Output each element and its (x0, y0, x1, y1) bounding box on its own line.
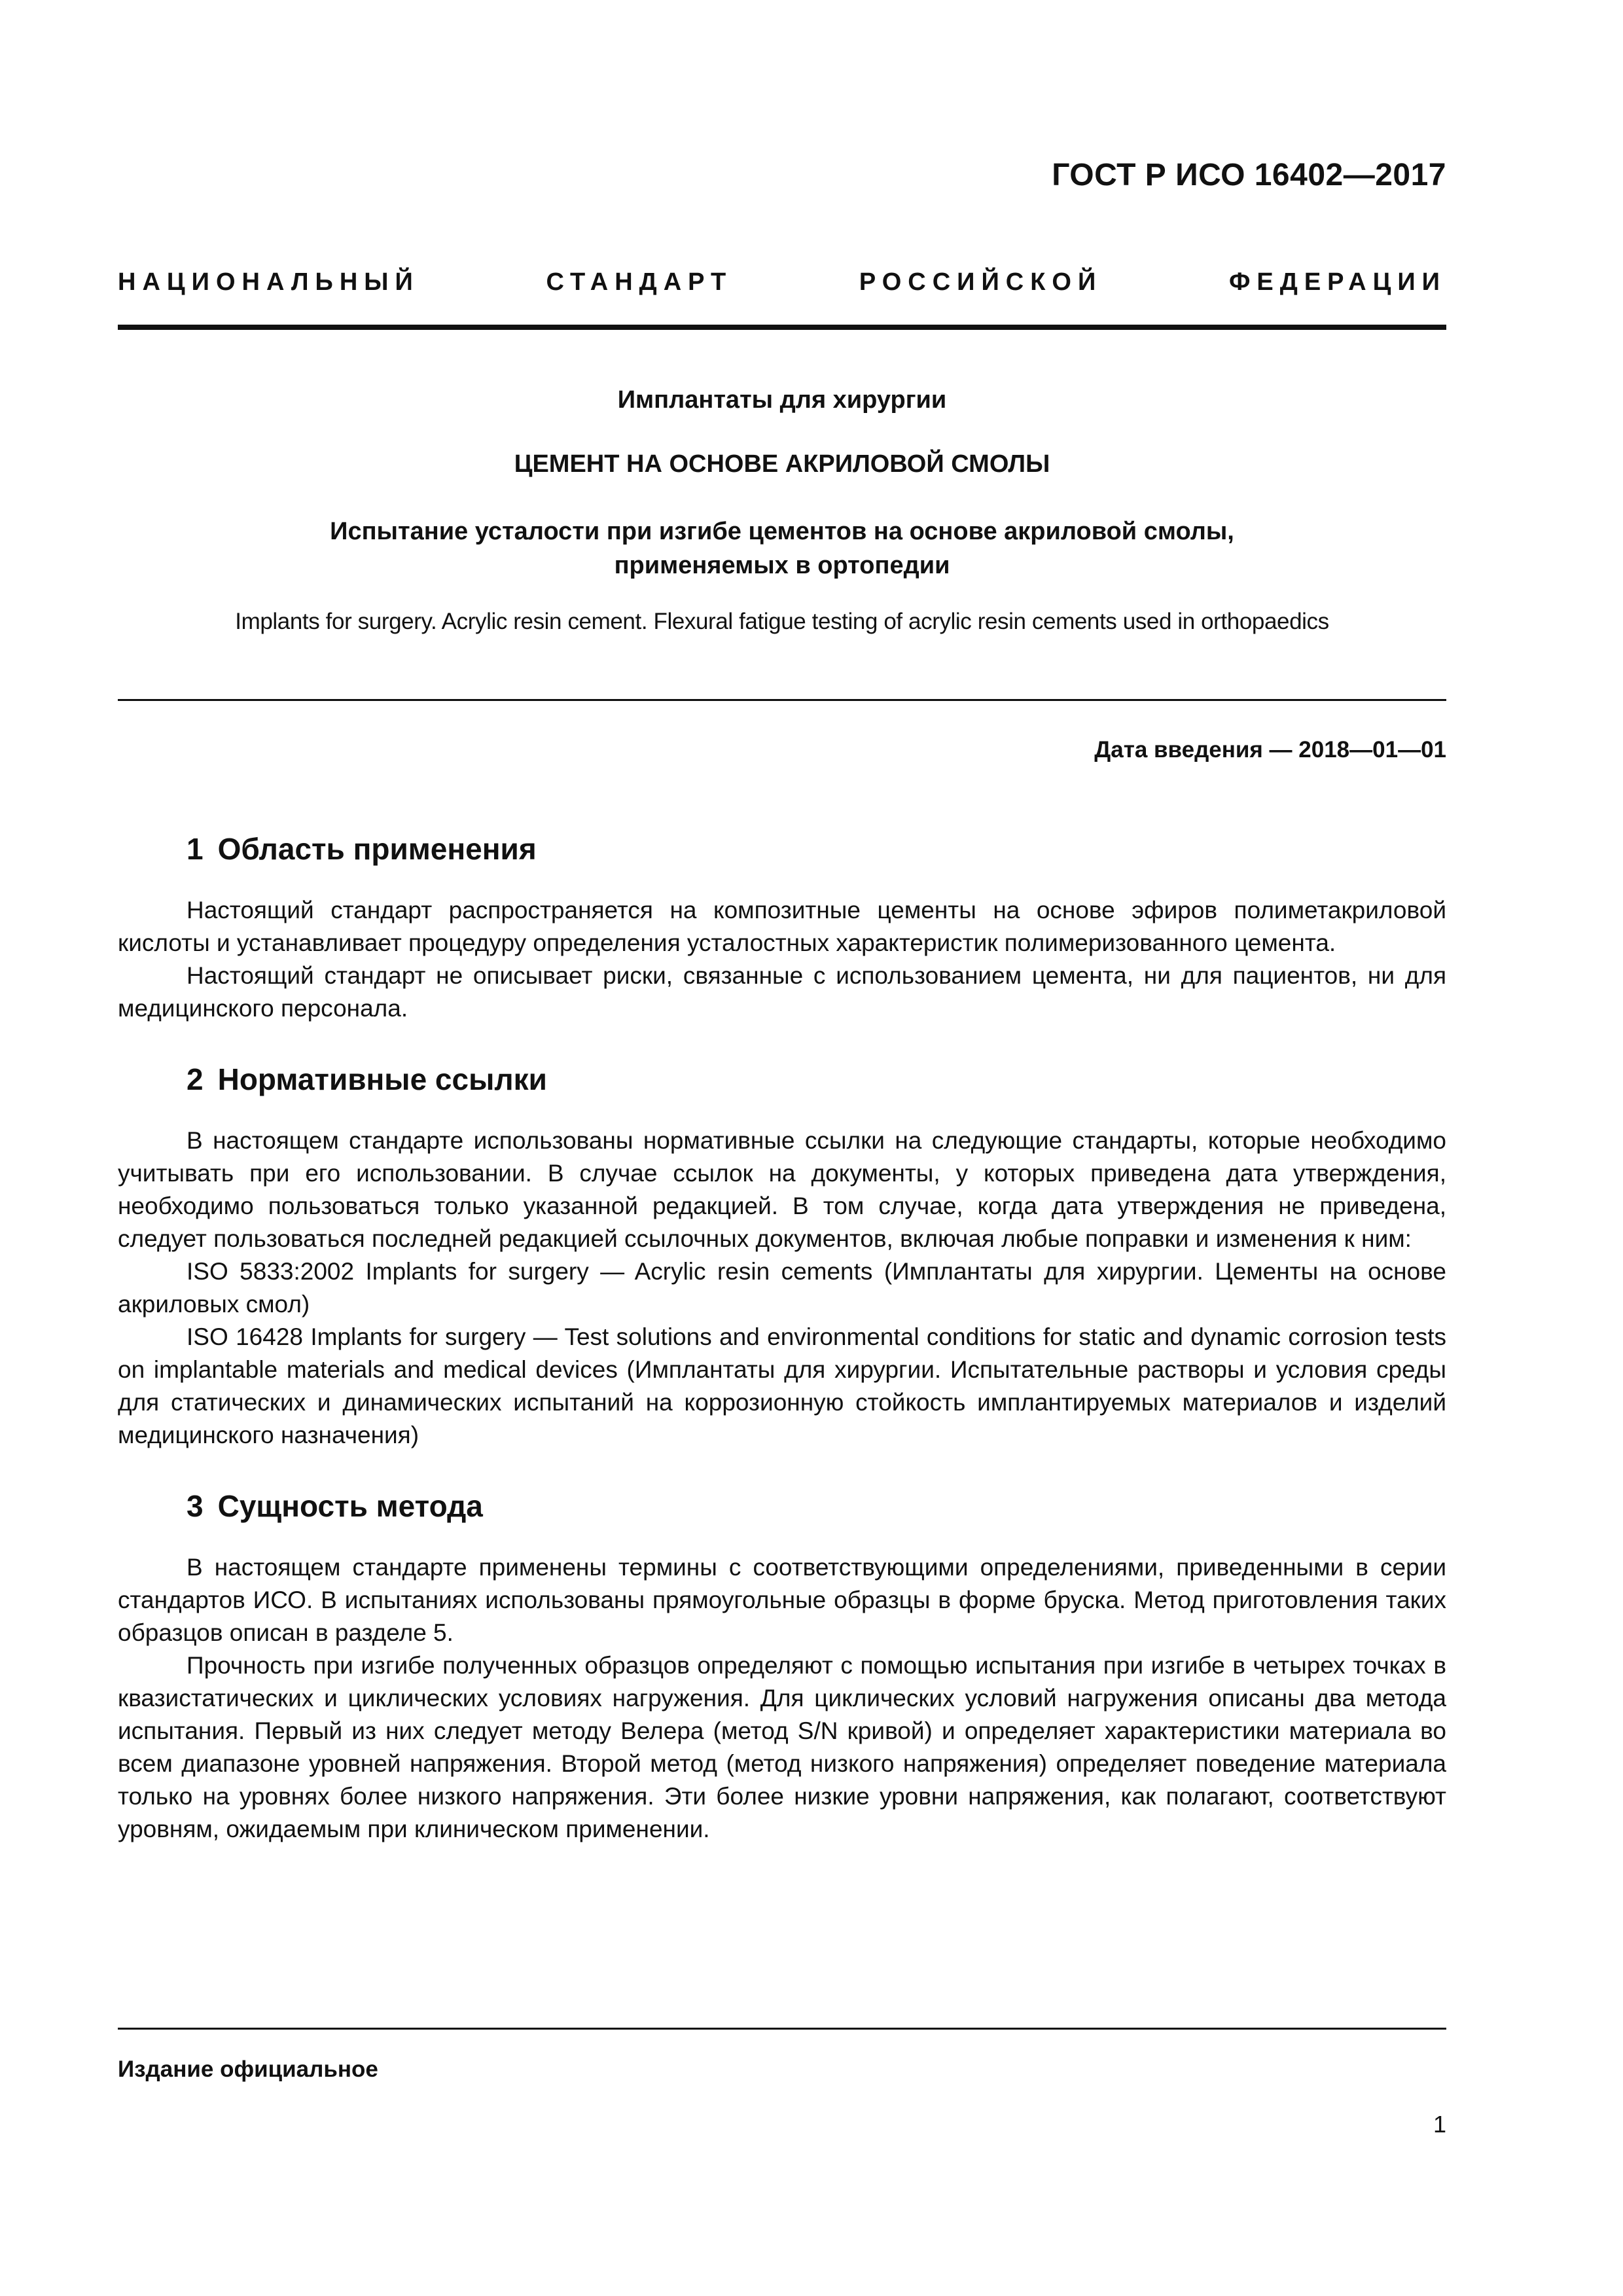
document-number: ГОСТ Р ИСО 16402—2017 (1052, 158, 1446, 192)
title-main: ЦЕМЕНТ НА ОСНОВЕ АКРИЛОВОЙ СМОЛЫ (514, 450, 1050, 478)
national-standard-header: НАЦИОНАЛЬНЫЙ СТАНДАРТ РОССИЙСКОЙ ФЕДЕРАЦИИ (118, 268, 1446, 296)
section-spacer (118, 1452, 1446, 1488)
section-title: Область применения (217, 832, 537, 866)
title-subtitle-line-2: применяемых в ортопедии (614, 552, 950, 579)
document-page (118, 0, 1446, 2296)
paragraph: Прочность при изгибе полученных образцов определяют с помощью испытания при изгибе в четырех точках в квазистатических и циклических условиях нагружения. Для циклических условий нагружения описаны два метода испытания. Первый из них следует методу Велера (метод S/N кривой) и определяет характеристики материала во всем диапазоне уровней напряжения. Второй метод (метод низкого напряжения) определяет поведение материала только на уровнях более низкого напряжения. Эти более низкие уровни напряжения, как полагают, соответствуют уровням, ожидаемым при клиническом применении. (118, 1652, 1446, 1842)
section-number: 2 (187, 1062, 204, 1096)
paragraph: Настоящий стандарт не описывает риски, связанные с использованием цемента, ни для пациентов, ни для медицинского персонала. (118, 962, 1446, 1022)
section-normative-references (118, 1062, 1446, 1452)
footer-rule (118, 2028, 1446, 2030)
title-subject: Имплантаты для хирургии (617, 386, 947, 414)
section-number: 1 (187, 832, 204, 866)
paragraph: В настоящем стандарте использованы нормативные ссылки на следующие стандарты, которые необходимо учитывать при его использовании. В случае ссылок на документы, у которых приведена дата утверждения, необходимо пользоваться только указанной редакцией. В том случае, когда дата утверждения не приведена, следует пользоваться последней редакцией ссылочных документов, включая любые поправки и изменения к ним: (118, 1127, 1446, 1252)
section-heading (118, 831, 1446, 867)
official-edition-label: Издание официальное (118, 2056, 378, 2082)
section-spacer (118, 1025, 1446, 1062)
section-title: Нормативные ссылки (217, 1062, 547, 1096)
section-heading (118, 1488, 1446, 1524)
section-number: 3 (187, 1489, 204, 1523)
title-subtitle (118, 514, 1446, 583)
section-title: Сущность метода (217, 1489, 483, 1523)
paragraph: Настоящий стандарт распространяется на композитные цементы на основе эфиров полиметакриловой кислоты и устанавливает процедуру определения усталостных характеристик полимеризованного цемента. (118, 897, 1446, 956)
title-block (118, 386, 1446, 635)
title-english: Implants for surgery. Acrylic resin cement. Flexural fatigue testing of acrylic resin cements used in orthopaedics (235, 609, 1329, 634)
title-subtitle-line-1: Испытание усталости при изгибе цементов на основе акриловой смолы, (330, 518, 1234, 545)
section-method-essence (118, 1488, 1446, 1846)
section-scope (118, 831, 1446, 1025)
reference-item: ISO 16428 Implants for surgery — Test solutions and environmental conditions for static and dynamic corrosion tests on implantable materials and medical devices (Имплантаты для хирургии. Испытательные растворы и условия среды для статических и динамических испытаний на коррозионную стойкость имплантируемых материалов и изделий медицинского назначения) (118, 1323, 1446, 1448)
introduction-date: Дата введения — 2018—01—01 (1094, 737, 1446, 762)
reference-item: ISO 5833:2002 Implants for surgery — Acrylic resin cements (Имплантаты для хирургии. Цементы на основе акриловых смол) (118, 1258, 1446, 1318)
page-number: 1 (1433, 2111, 1446, 2138)
document-body (118, 831, 1446, 1846)
title-rule (118, 699, 1446, 701)
paragraph: В настоящем стандарте применены термины с соответствующими определениями, приведенными в серии стандартов ИСО. В испытаниях использованы прямоугольные образцы в форме бруска. Метод приготовления таких образцов описан в разделе 5. (118, 1554, 1446, 1646)
section-heading (118, 1062, 1446, 1097)
header-rule (118, 325, 1446, 330)
